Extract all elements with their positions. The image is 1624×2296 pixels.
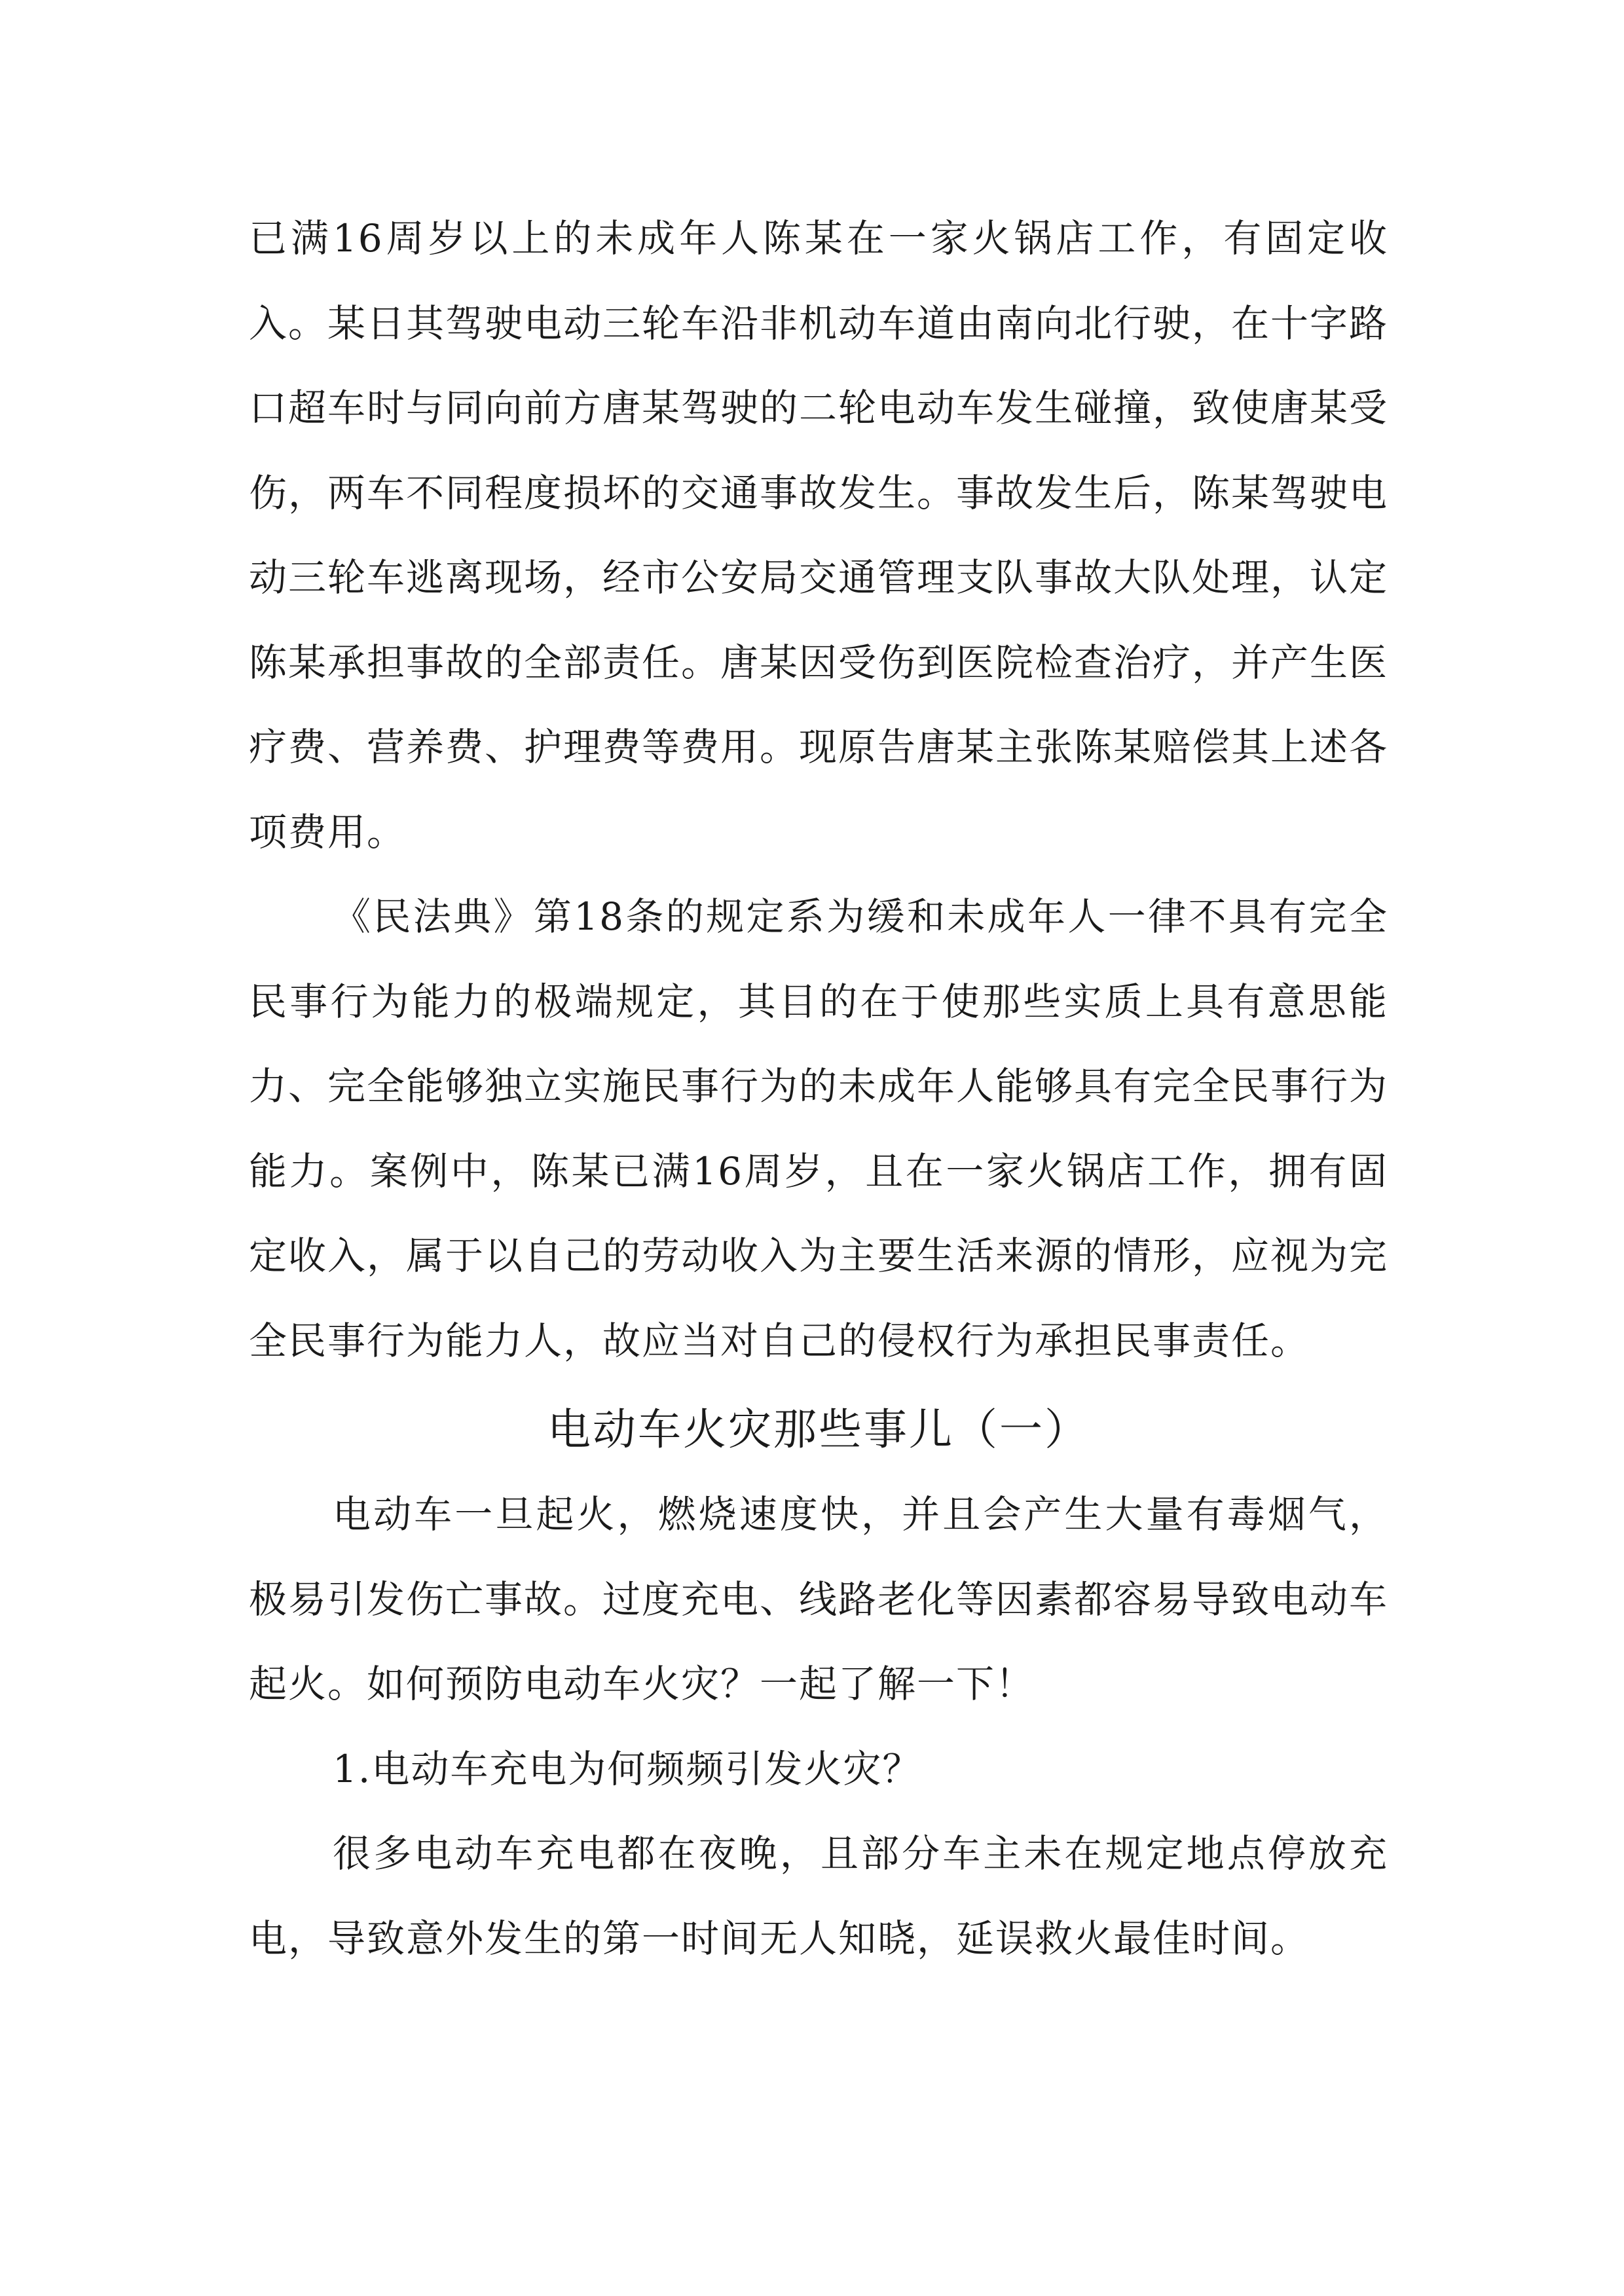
answer-paragraph: 很多电动车充电都在夜晚，且部分车主未在规定地点停放充电，导致意外发生的第一时间无人知晓，延误救火最佳时间。 xyxy=(249,1831,1388,1961)
section-title: 电动车火灾那些事儿（一） xyxy=(547,1404,1090,1455)
intro-paragraph: 电动车一旦起火，燃烧速度快，并且会产生大量有毒烟气，极易引发伤亡事故。过度充电、线路老化等因素都容易导致电动车起火。如何预防电动车火灾？一起了解一下！ xyxy=(249,1492,1389,1706)
case-paragraph: 已满16周岁以上的未成年人陈某在一家火锅店工作，有固定收入。某日其驾驶电动三轮车沿非机动车道由南向北行驶，在十字路口超车时与同向前方唐某驾驶的二轮电动车发生碰撞，致使唐某受伤，两车不同程度损坏的交通事故发生。事故发生后，陈某驾驶电动三轮车逃离现场，经市公安局交通管理支队事故大队处理，认定陈某承担事故的全部责任。唐某因受伤到医院检查治疗，并产生医疗费、营养费、护理费等费用。现原告唐某主张陈某赔偿其上述各项费用。 xyxy=(249,216,1389,854)
question-heading: 1.电动车充电为何频频引发火灾？ xyxy=(333,1746,922,1791)
analysis-paragraph: 《民法典》第18条的规定系为缓和未成年人一律不具有完全民事行为能力的极端规定，其目的在于使那些实质上具有意思能力、完全能够独立实施民事行为的未成年人能够具有完全民事行为能力。案例中，陈某已满16周岁，且在一家火锅店工作，拥有固定收入，属于以自己的劳动收入为主要生活来源的情形，应视为完全民事行为能力人，故应当对自己的侵权行为承担民事责任。 xyxy=(249,894,1389,1363)
document-body xyxy=(249,196,1388,1981)
